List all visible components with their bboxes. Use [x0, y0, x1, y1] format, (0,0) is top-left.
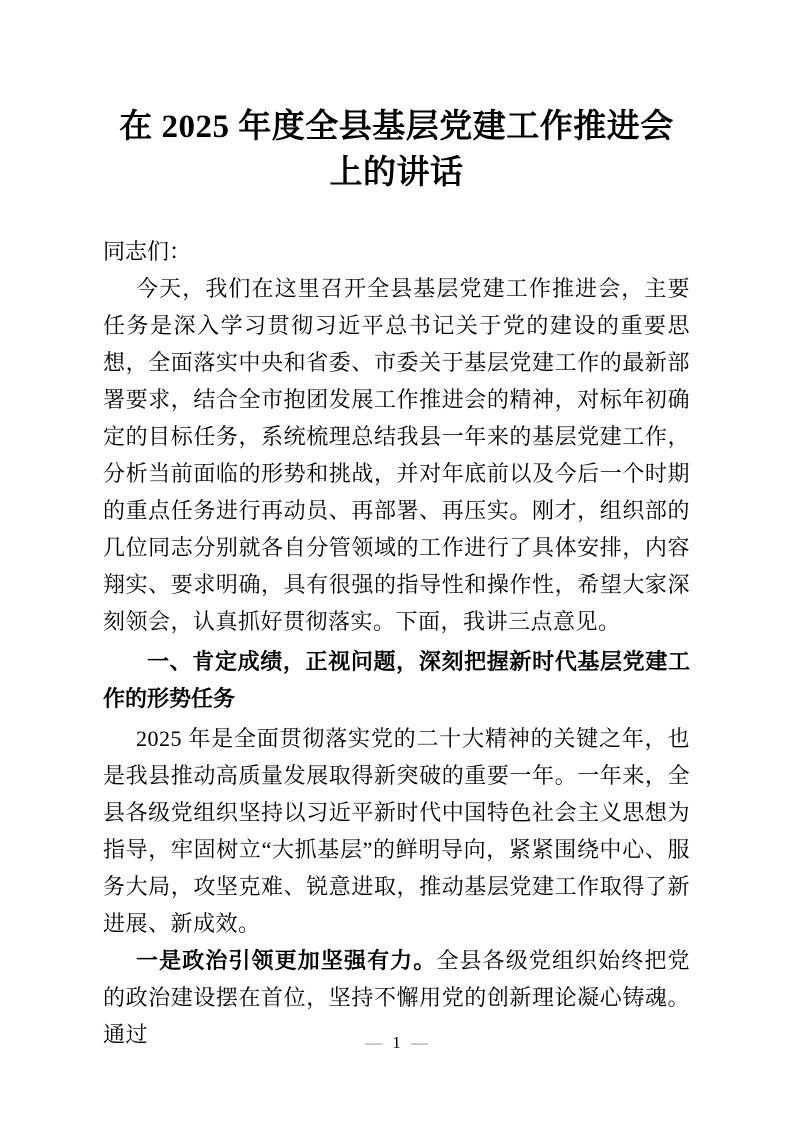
- footer-dash-left: —: [365, 1033, 383, 1052]
- point-one-lead: 一是政治引领更加坚强有力。: [136, 948, 437, 973]
- page-footer: [0, 1031, 793, 1055]
- salutation: 同志们：: [103, 239, 192, 264]
- footer-dash-right: —: [410, 1033, 428, 1052]
- document-title: 在 2025 年度全县基层党建工作推进会上的讲话: [119, 109, 674, 191]
- page-number: 1: [392, 1033, 401, 1052]
- paragraph-intro: 今天，我们在这里召开全县基层党建工作推进会，主要任务是深入学习贯彻习近平总书记关于党的建设的重要思想，全面落实中央和省委、市委关于基层党建工作的最新部署要求，结合全市抱团发展工作推进会的精神，对标年初确定的目标任务，系统梳理总结我县一年来的基层党建工作，分析当前面临的形势和挑战，并对年底前以及今后一个时期的重点任务进行再动员、再部署、再压实。刚才，组织部的几位同志分别就各自分管领域的工作进行了具体安排，内容翔实、要求明确，具有很强的指导性和操作性，希望大家深刻领会，认真抓好贯彻落实。下面，我讲三点意见。: [103, 276, 690, 634]
- section-heading-1: 一、肯定成绩，正视问题，深刻把握新时代基层党建工作的形势任务: [103, 649, 690, 711]
- document-content: [103, 0, 690, 1053]
- paragraph-achievements: 2025 年是全面贯彻落实党的二十大精神的关键之年，也是我县推动高质量发展取得新突破的重要一年。一年来，全县各级党组织坚持以习近平新时代中国特色社会主义思想为指导，牢固树立“大抓基层”的鲜明导向，紧紧围绕中心、服务大局，攻坚克难、锐意进取，推动基层党建工作取得了新进展、新成效。: [103, 726, 690, 936]
- point-one-body: 全县各级党组织始终把党的政治建设摆在首位，坚持不懈用党的创新理论凝心铸魂。通过: [103, 948, 690, 1047]
